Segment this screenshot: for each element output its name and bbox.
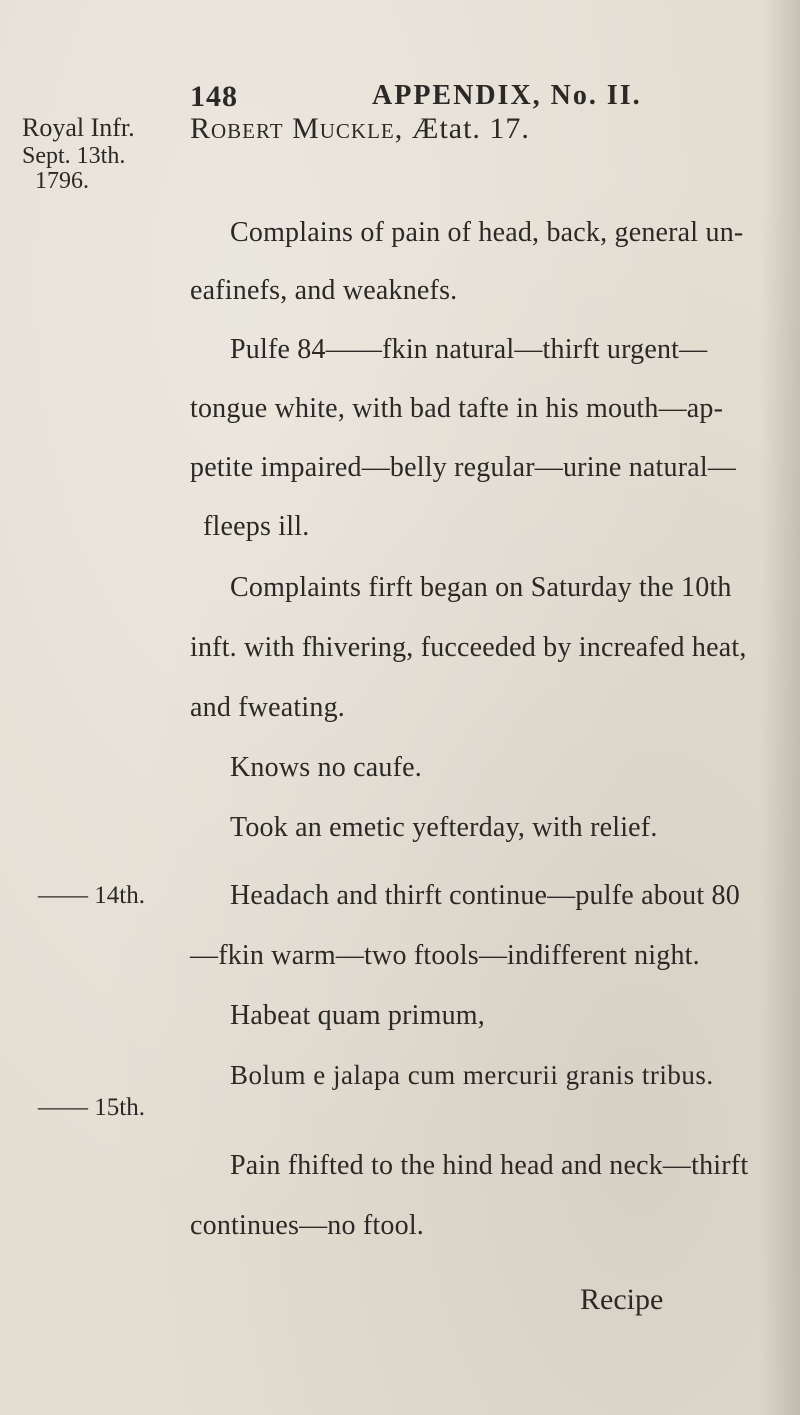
text-line: Headach and thirft continue—pulfe about 80	[230, 880, 740, 911]
patient-age: Ætat. 17.	[411, 112, 530, 145]
text-line: Knows no caufe.	[230, 752, 422, 783]
text-line: inft. with fhivering, fucceeded by increafed heat,	[190, 632, 747, 663]
margin-date-14th: —— 14th.	[38, 882, 145, 909]
margin-institution: Royal Infr.	[22, 113, 135, 142]
text-line: Bolum e jalapa cum mercurii granis tribus.	[230, 1060, 714, 1090]
text-line: and fweating.	[190, 692, 345, 723]
text-line: fleeps ill.	[203, 511, 310, 542]
text-line: tongue white, with bad tafte in his mouth—ap-	[190, 393, 724, 424]
margin-date-15th: —— 15th.	[38, 1094, 145, 1121]
text-line: petite impaired—belly regular—urine natural—	[190, 452, 737, 483]
page-number: 148	[190, 80, 238, 113]
page-edge-shadow	[760, 0, 800, 1415]
text-line: eafinefs, and weaknefs.	[190, 275, 458, 306]
margin-year: 1796.	[35, 168, 89, 194]
text-line: Pain fhifted to the hind head and neck—thirft	[230, 1150, 749, 1181]
running-head: APPENDIX, No. II.	[372, 80, 642, 111]
margin-date: Sept. 13th.	[22, 143, 126, 169]
text-line: Took an emetic yefterday, with relief.	[230, 812, 658, 843]
patient-heading	[190, 112, 530, 146]
text-line: Complains of pain of head, back, general un-	[230, 217, 744, 248]
catchword: Recipe	[580, 1283, 664, 1316]
patient-name: Robert Muckle,	[190, 112, 404, 145]
text-line: Complaints firft began on Saturday the 10th	[230, 572, 732, 603]
text-line: continues—no ftool.	[190, 1210, 424, 1241]
text-line: —fkin warm—two ftools—indifferent night.	[190, 940, 700, 971]
text-line: Habeat quam primum,	[230, 1000, 485, 1031]
text-line: Pulfe 84——fkin natural—thirft urgent—	[230, 334, 708, 365]
